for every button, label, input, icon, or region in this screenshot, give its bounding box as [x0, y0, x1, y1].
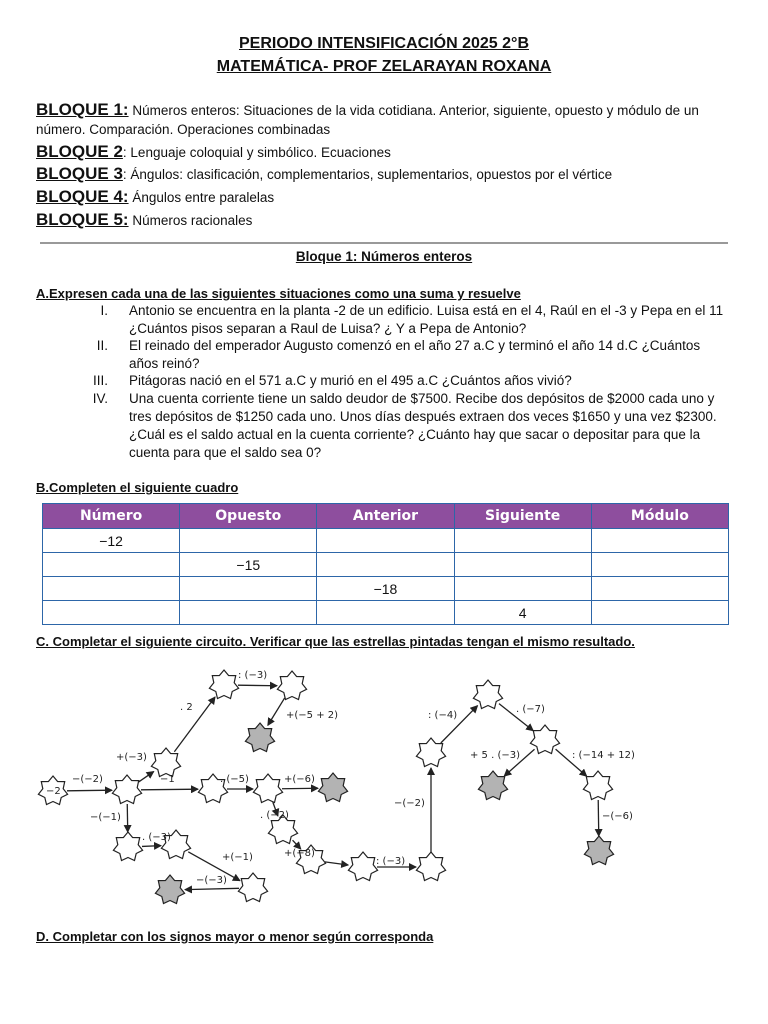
shaded-star-icon — [318, 773, 347, 802]
table-cell — [317, 529, 454, 553]
circuit-arrow — [268, 698, 285, 725]
column-header-numero: Número — [43, 504, 180, 529]
star-icon — [238, 873, 267, 902]
column-header-anterior: Anterior — [317, 504, 454, 529]
table-row — [43, 601, 729, 625]
operation-label: −1 — [160, 774, 175, 785]
operation-label: −(−2) — [72, 774, 103, 785]
bloque-label: BLOQUE 1: — [36, 100, 129, 119]
star-icon — [416, 852, 445, 881]
shaded-star-icon — [245, 723, 274, 752]
circuit-arrow — [598, 800, 599, 836]
operation-label: . (−5) — [220, 774, 249, 785]
table-row — [43, 577, 729, 601]
operation-label: : (−3) — [376, 856, 406, 867]
table-cell: −15 — [180, 553, 317, 577]
shaded-star-icon — [478, 771, 507, 800]
star-icon — [113, 832, 142, 861]
operation-label: + 5 . (−3) — [470, 750, 520, 761]
operation-label: . (−2) — [260, 810, 289, 821]
column-header-modulo: Módulo — [591, 504, 728, 529]
circuit-arrow — [185, 888, 239, 889]
operation-label: +(−5 + 2) — [286, 710, 339, 721]
bloque-text: Números racionales — [128, 213, 253, 228]
star-icon — [112, 775, 141, 804]
part-b-title: B.Completen el siguiente cuadro — [36, 480, 239, 495]
bloque-2 — [36, 142, 736, 162]
star-icon — [277, 671, 306, 700]
star-circuit-diagram — [30, 658, 730, 910]
bloque-3 — [36, 164, 736, 184]
table-cell — [180, 577, 317, 601]
bloque-5 — [36, 210, 736, 230]
table-cell: −18 — [317, 577, 454, 601]
item-text: El reinado del emperador Augusto comenzó en el año 27 a.C y terminó el año 14 d.C ¿Cuántos años reinó? — [129, 338, 701, 371]
operation-label: −(−6) — [602, 811, 633, 822]
operation-label: . (−3) — [142, 832, 171, 843]
part-d-title: D. Completar con los signos mayor o menor según corresponda — [36, 929, 434, 944]
operation-label: +(−3) — [116, 752, 147, 763]
table-cell — [454, 577, 591, 601]
part-a-title: A.Expresen cada una de las siguientes situaciones como una suma y resuelve — [36, 286, 521, 301]
star-icon — [209, 670, 238, 699]
circuit-arrow — [139, 772, 154, 782]
circuit-arrow — [142, 846, 161, 847]
table-cell: 4 — [454, 601, 591, 625]
document-title-line-1: PERIODO INTENSIFICACIÓN 2025 2°B — [238, 35, 529, 52]
item-text: Una cuenta corriente tiene un saldo deudor de $7500. Recibe dos depósitos de $2000 cada uno y tres depósitos de $1250 cada uno. Unos días después extraen dos veces $1650 y una vez $2300. ¿Cuál es el saldo actual en la cuenta corriente? ¿Cuánto hay que sacar o depositar para que la cuenta para que el saldo sea 0? — [129, 391, 717, 460]
document-title-line-2: MATEMÁTICA- PROF ZELARAYAN ROXANA — [216, 58, 552, 75]
column-header-siguiente: Siguiente — [454, 504, 591, 529]
table-cell — [454, 553, 591, 577]
bloque-label: BLOQUE 2 — [36, 142, 123, 161]
bloque-label: BLOQUE 4: — [36, 187, 129, 206]
table-cell — [591, 553, 728, 577]
table-cell — [43, 553, 180, 577]
table-cell — [454, 529, 591, 553]
item-number: II. — [96, 338, 108, 353]
bloque-text: Ángulos: clasificación, complementarios, suplementarios, opuestos por el vértice — [126, 167, 613, 182]
item-number: III. — [92, 373, 108, 388]
table-cell — [591, 577, 728, 601]
operation-label: . 2 — [180, 702, 193, 713]
completion-table — [42, 503, 729, 625]
divider — [40, 242, 728, 244]
operation-label: +(−1) — [222, 852, 253, 863]
operation-label: +(−6) — [284, 774, 315, 785]
operation-label: : (−3) — [238, 670, 268, 681]
star-icon — [473, 680, 502, 709]
table-row — [43, 529, 729, 553]
operation-label: −(−3) — [196, 875, 227, 886]
item-text: Pitágoras nació en el 571 a.C y murió en el 495 a.C ¿Cuántos años vivió? — [129, 373, 572, 388]
star-icon — [253, 774, 282, 803]
table-cell — [591, 529, 728, 553]
table-row — [43, 553, 729, 577]
section-title: Bloque 1: Números enteros — [295, 249, 473, 264]
star-icon — [348, 852, 377, 881]
bloque-text: Números enteros: Situaciones de la vida cotidiana. Anterior, siguiente, opuesto y módulo de un número. Comparación. Operaciones combinadas — [36, 103, 699, 137]
star-icon — [530, 725, 559, 754]
item-text: Antonio se encuentra en la planta -2 de un edificio. Luisa está en el 4, Raúl en el -3 y Pepa en el 11 ¿Cuántos pisos separan a Raul de Luisa? ¿ Y a Pepa de Antonio? — [129, 303, 724, 336]
table-cell — [317, 601, 454, 625]
part-c-title: C. Completar el siguiente circuito. Verificar que las estrellas pintadas tengan el mismo resultado. — [36, 634, 635, 649]
start-value: −2 — [46, 786, 61, 797]
operation-label: −(−2) — [394, 798, 425, 809]
bloque-suffix: : — [122, 145, 127, 160]
table-cell — [43, 577, 180, 601]
circuit-arrow — [325, 862, 348, 865]
item-number: I. — [100, 303, 108, 318]
table-cell: −12 — [43, 529, 180, 553]
table-cell — [180, 601, 317, 625]
star-icon — [151, 748, 180, 777]
shaded-star-icon — [155, 875, 184, 904]
circuit-arrow — [67, 790, 112, 791]
item-number: IV. — [92, 391, 108, 406]
operation-label: −(−1) — [90, 812, 121, 823]
bloque-suffix: : — [122, 167, 127, 182]
star-icon — [583, 771, 612, 800]
circuit-arrow — [282, 788, 318, 789]
bloque-label: BLOQUE 3 — [36, 164, 123, 183]
bloque-text: Ángulos entre paralelas — [128, 190, 275, 205]
operation-label: : (−14 + 12) — [572, 750, 635, 761]
shaded-star-icon — [584, 836, 613, 865]
bloque-text: Lenguaje coloquial y simbólico. Ecuaciones — [126, 145, 391, 160]
circuit-arrow — [141, 789, 198, 790]
bloque-1 — [36, 100, 736, 139]
operation-label: : (−4) — [428, 710, 458, 721]
table-cell — [317, 553, 454, 577]
column-header-opuesto: Opuesto — [180, 504, 317, 529]
table-cell — [43, 601, 180, 625]
table-cell — [180, 529, 317, 553]
bloque-4 — [36, 187, 736, 207]
table-cell — [591, 601, 728, 625]
circuit-arrow — [238, 685, 277, 686]
operation-label: . (−7) — [516, 704, 545, 715]
bloque-label: BLOQUE 5: — [36, 210, 129, 229]
table-header-row — [43, 504, 729, 529]
operation-label: +(−8) — [284, 848, 315, 859]
